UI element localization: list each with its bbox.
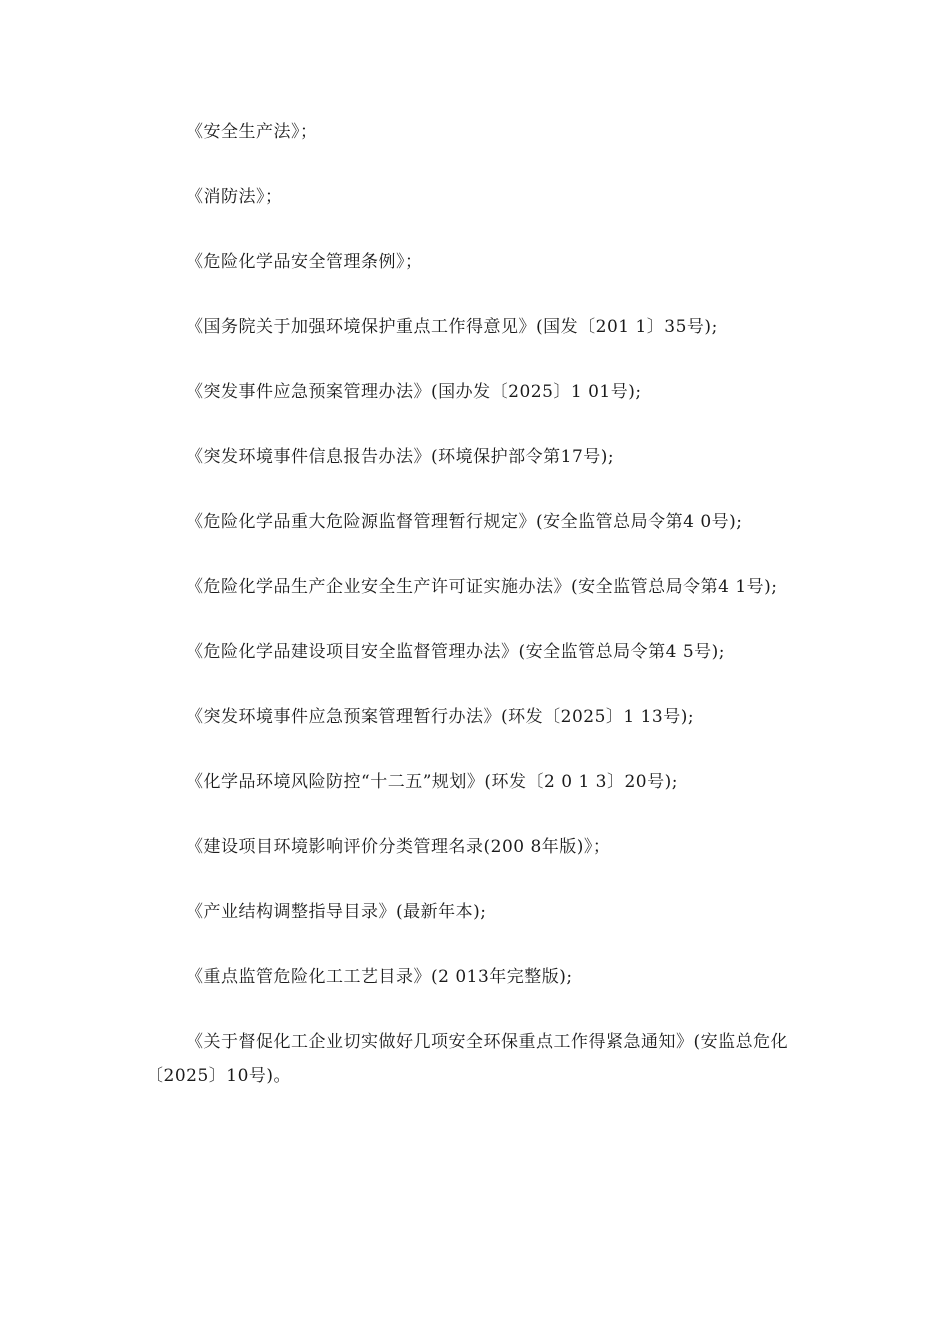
regulation-item: 《危险化学品重大危险源监督管理暂行规定》(安全监管总局令第4 0号); xyxy=(186,512,743,532)
regulation-item: 《危险化学品安全管理条例》； xyxy=(186,252,423,272)
regulation-item: 《突发环境事件信息报告办法》(环境保护部令第17号); xyxy=(186,447,615,467)
regulation-item: 《化学品环境风险防控“十二五”规划》(环发〔2 0 1 3〕20号); xyxy=(186,772,678,792)
regulation-item: 《建设项目环境影响评价分类管理名录(200 8年版)》； xyxy=(186,837,611,857)
regulation-item: 《产业结构调整指导目录》(最新年本); xyxy=(186,902,487,922)
regulation-item: 《突发事件应急预案管理办法》(国办发〔2025〕1 01号); xyxy=(186,382,642,402)
regulation-item: 《危险化学品生产企业安全生产许可证实施办法》(安全监管总局令第4 1号); xyxy=(186,577,778,597)
regulation-list xyxy=(146,115,810,1124)
regulation-item: 《重点监管危险化工工艺目录》(2 013年完整版); xyxy=(186,967,573,987)
regulation-item: 《危险化学品建设项目安全监督管理办法》(安全监管总局令第4 5号); xyxy=(186,642,726,662)
regulation-item: 《国务院关于加强环境保护重点工作得意见》(国发〔201 1〕35号); xyxy=(186,317,718,337)
regulation-item: 《突发环境事件应急预案管理暂行办法》(环发〔2025〕1 13号); xyxy=(186,707,695,727)
regulation-item: 《消防法》； xyxy=(186,187,283,207)
regulation-item: 《安全生产法》； xyxy=(186,122,318,142)
regulation-item: 《关于督促化工企业切实做好几项安全环保重点工作得紧急通知》(安监总危化〔2025〕10号)。 xyxy=(146,1032,789,1086)
